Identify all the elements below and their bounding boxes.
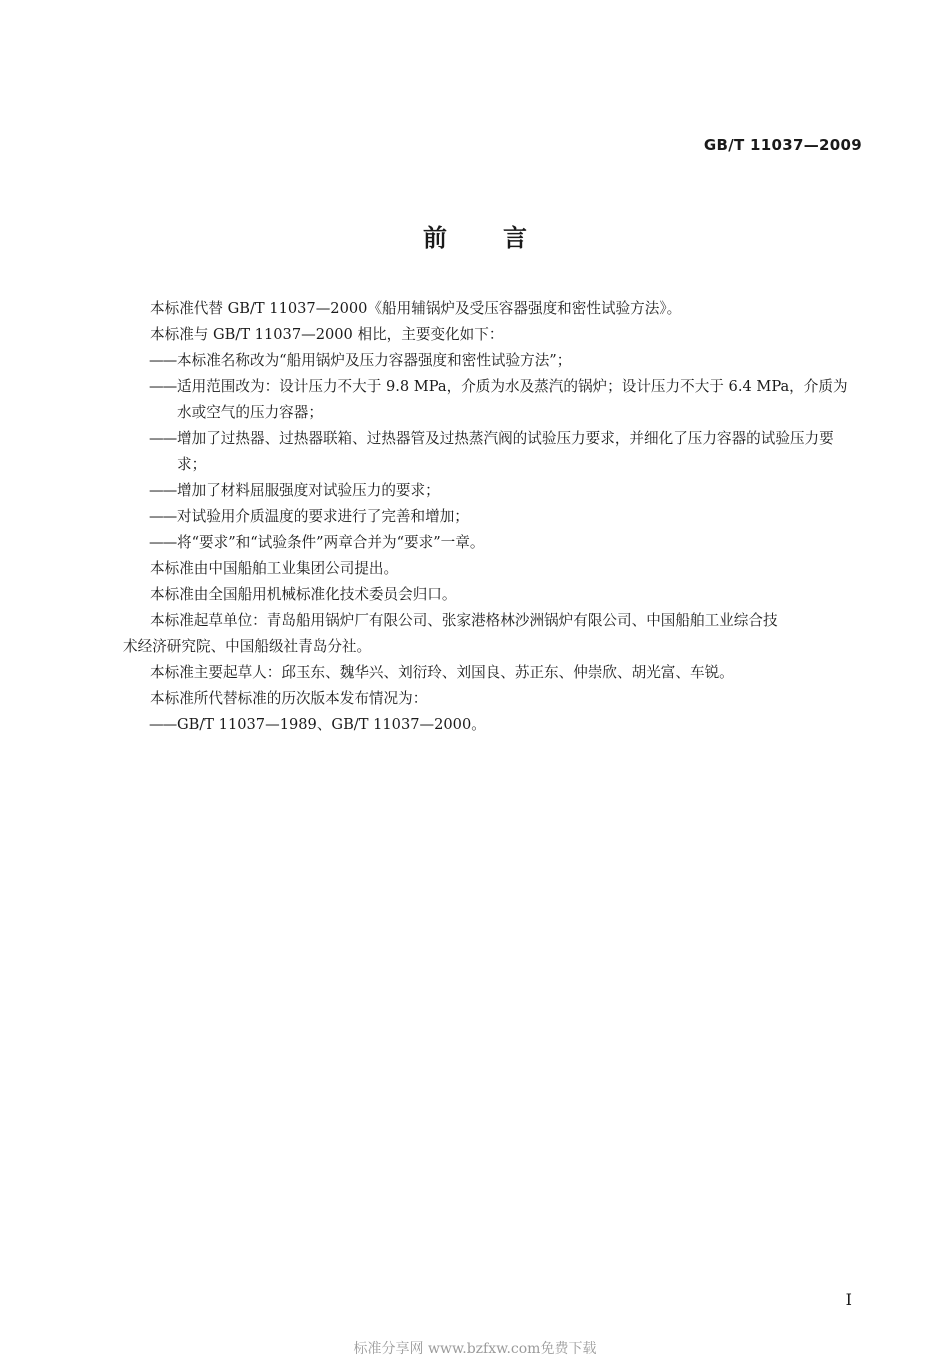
dash-marker: —— [149, 716, 177, 733]
change-item-text: 增加了材料屈服强度对试验压力的要求； [177, 482, 440, 499]
paragraph-drafters: 本标准主要起草人：邱玉东、魏华兴、刘衍玲、刘国良、苏正东、仲崇欣、胡光富、车锐。 [150, 664, 734, 681]
paragraph-history-intro: 本标准所代替标准的历次版本发布情况为： [150, 690, 428, 707]
change-item [150, 426, 862, 478]
page-number: I [845, 1290, 852, 1309]
change-item [150, 374, 862, 426]
drafting-units-line-2: 术经济研究院、中国船级社青岛分社。 [123, 638, 372, 655]
dash-marker: —— [149, 482, 177, 499]
change-item-text: 对试验用介质温度的要求进行了完善和增加； [177, 508, 469, 525]
dash-marker: —— [149, 352, 177, 369]
dash-marker: —— [149, 430, 177, 447]
change-item-text: 将“要求”和“试验条件”两章合并为“要求”一章。 [177, 534, 485, 551]
foreword-body [123, 296, 862, 738]
watermark: 标准分享网 www.bzfxw.com免费下载 [353, 1341, 597, 1357]
change-item [150, 530, 862, 556]
change-item [150, 504, 862, 530]
change-item-text: 增加了过热器、过热器联箱、过热器管及过热蒸汽阀的试验压力要求，并细化了压力容器的试验压力要求； [177, 430, 834, 473]
change-item-text: 适用范围改为：设计压力不大于 9.8 MPa，介质为水及蒸汽的锅炉；设计压力不大于 6.4 MPa，介质为水或空气的压力容器； [177, 378, 848, 421]
paragraph-centralized-by: 本标准由全国船用机械标准化技术委员会归口。 [150, 586, 457, 603]
page-title-char-2: 言 [503, 224, 527, 252]
change-item [150, 348, 862, 374]
change-item-text: 本标准名称改为“船用锅炉及压力容器强度和密性试验方法”； [177, 352, 572, 369]
standard-code: GB/T 11037—2009 [703, 136, 862, 154]
dash-marker: —— [149, 508, 177, 525]
history-item [150, 712, 862, 738]
change-item [150, 478, 862, 504]
paragraph-proposed-by: 本标准由中国船舶工业集团公司提出。 [150, 560, 399, 577]
paragraph-replaces: 本标准代替 GB/T 11037—2000《船用辅锅炉及受压容器强度和密性试验方法》。 [150, 300, 682, 317]
page-title-char-1: 前 [423, 224, 447, 252]
history-item-text: GB/T 11037—1989、GB/T 11037—2000。 [177, 716, 486, 733]
paragraph-changes-intro: 本标准与 GB/T 11037—2000 相比，主要变化如下： [150, 326, 504, 343]
dash-marker: —— [149, 534, 177, 551]
paragraph-drafting-units [123, 608, 862, 660]
page-title [0, 218, 950, 253]
dash-marker: —— [149, 378, 177, 395]
drafting-units-line-1: 本标准起草单位：青岛船用锅炉厂有限公司、张家港格林沙洲锅炉有限公司、中国船舶工业综合技 [150, 612, 778, 629]
